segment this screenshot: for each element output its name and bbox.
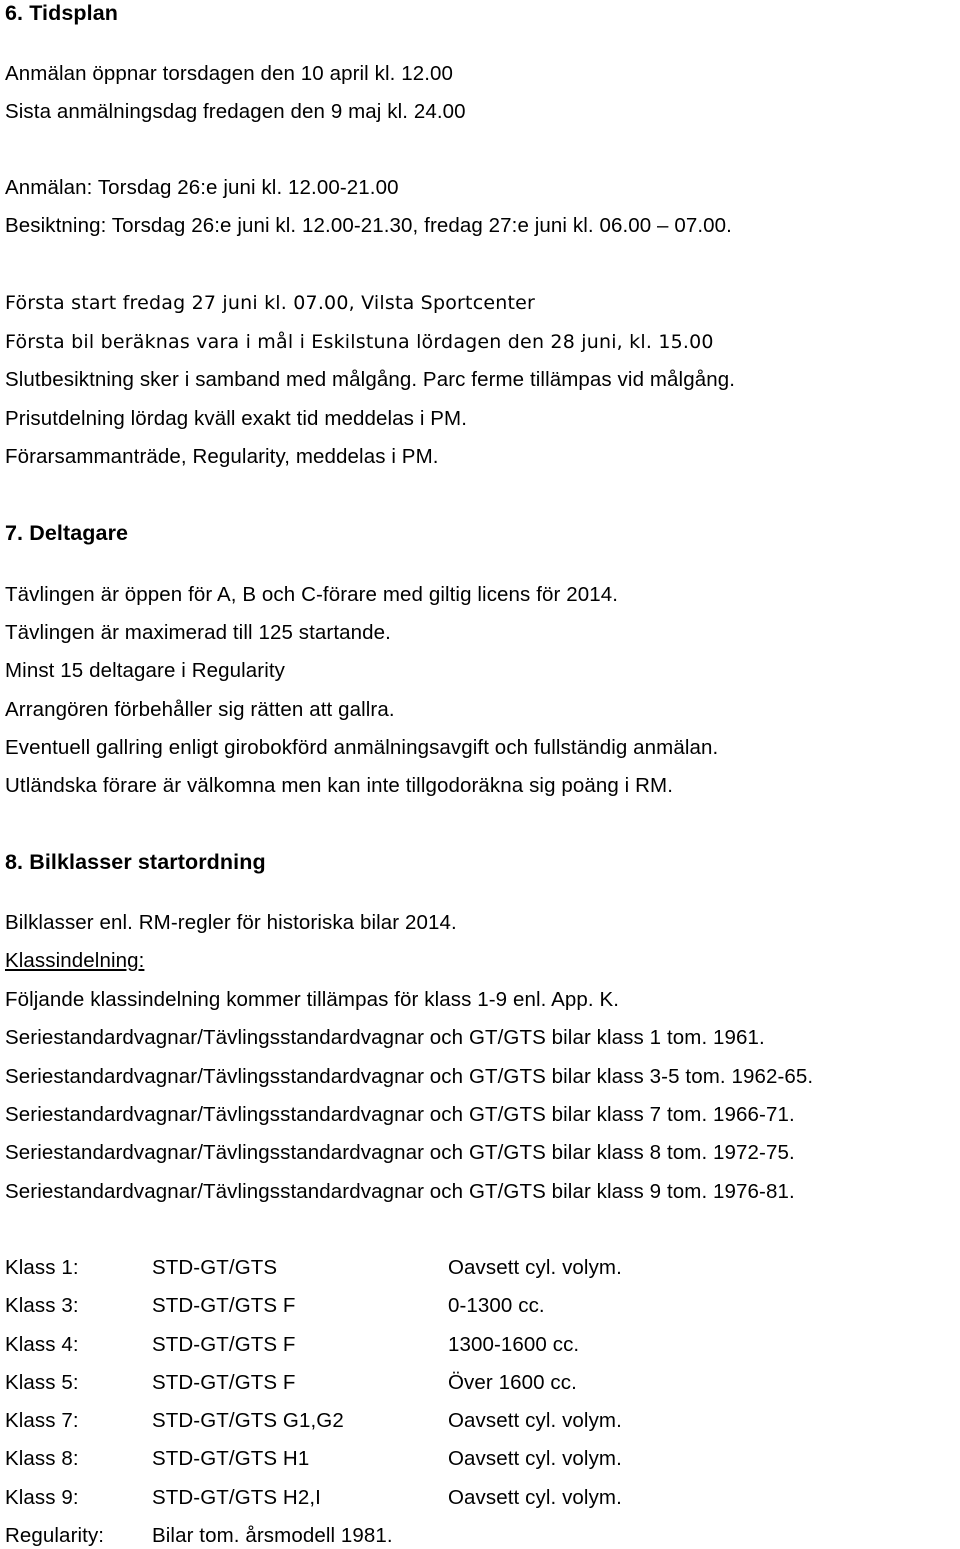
text-line: Första bil beräknas vara i mål i Eskilstuna lördagen den 28 juni, kl. 15.00 [5,331,714,353]
text-line: Sista anmälningsdag fredagen den 9 maj kl. 24.00 [5,100,466,123]
text-line: Arrangören förbehåller sig rätten att gallra. [5,698,395,721]
section-heading-deltagare: 7. Deltagare [5,521,129,545]
class-cell: Klass 8: [5,1447,79,1470]
class-cell: Klass 1: [5,1256,79,1279]
text-line: Tävlingen är maximerad till 125 startande. [5,621,391,644]
text-line: Följande klassindelning kommer tillämpas för klass 1-9 enl. App. K. [5,988,620,1011]
text-line: Seriestandardvagnar/Tävlingsstandardvagnar och GT/GTS bilar klass 3-5 tom. 1962-65. [5,1065,814,1088]
type-cell: STD-GT/GTS F [152,1294,296,1317]
text-line: Minst 15 deltagare i Regularity [5,659,285,682]
text-line: Första start fredag 27 juni kl. 07.00, Vilsta Sportcenter [5,292,536,314]
regularity-label: Regularity: [5,1524,105,1547]
class-cell: Klass 5: [5,1371,79,1394]
type-cell: STD-GT/GTS F [152,1371,296,1394]
type-cell: STD-GT/GTS H1 [152,1447,310,1470]
type-cell: STD-GT/GTS [152,1256,278,1279]
text-line: Anmälan öppnar torsdagen den 10 april kl. 12.00 [5,62,454,85]
text-line: Seriestandardvagnar/Tävlingsstandardvagnar och GT/GTS bilar klass 8 tom. 1972-75. [5,1141,795,1164]
text-line: Besiktning: Torsdag 26:e juni kl. 12.00-21.30, fredag 27:e juni kl. 06.00 – 07.00. [5,214,732,237]
type-cell: STD-GT/GTS F [152,1333,296,1356]
text-line: Eventuell gallring enligt girobokförd anmälningsavgift och fullständig anmälan. [5,736,719,759]
volume-cell: 0-1300 cc. [448,1294,545,1317]
section-heading-bilklasser: 8. Bilklasser startordning [5,850,266,874]
volume-cell: Oavsett cyl. volym. [448,1486,622,1509]
text-line: Förarsammanträde, Regularity, meddelas i PM. [5,445,439,468]
subheading-klassindelning: Klassindelning: [5,949,145,972]
text-line: Prisutdelning lördag kväll exakt tid meddelas i PM. [5,407,468,430]
section-heading-tidsplan: 6. Tidsplan [5,1,119,25]
regularity-value: Bilar tom. årsmodell 1981. [152,1524,393,1547]
type-cell: STD-GT/GTS H2,I [152,1486,321,1509]
class-cell: Klass 4: [5,1333,79,1356]
volume-cell: 1300-1600 cc. [448,1333,580,1356]
text-line: Seriestandardvagnar/Tävlingsstandardvagnar och GT/GTS bilar klass 1 tom. 1961. [5,1026,765,1049]
text-line: Seriestandardvagnar/Tävlingsstandardvagnar och GT/GTS bilar klass 9 tom. 1976-81. [5,1180,795,1203]
volume-cell: Över 1600 cc. [448,1371,577,1394]
text-line: Bilklasser enl. RM-regler för historiska bilar 2014. [5,911,457,934]
class-cell: Klass 7: [5,1409,79,1432]
text-line: Utländska förare är välkomna men kan inte tillgodoräkna sig poäng i RM. [5,774,673,797]
class-cell: Klass 9: [5,1486,79,1509]
volume-cell: Oavsett cyl. volym. [448,1256,622,1279]
text-line: Tävlingen är öppen för A, B och C-förare med giltig licens för 2014. [5,583,619,606]
type-cell: STD-GT/GTS G1,G2 [152,1409,344,1432]
volume-cell: Oavsett cyl. volym. [448,1447,622,1470]
text-line: Anmälan: Torsdag 26:e juni kl. 12.00-21.00 [5,176,399,199]
class-cell: Klass 3: [5,1294,79,1317]
text-line: Seriestandardvagnar/Tävlingsstandardvagnar och GT/GTS bilar klass 7 tom. 1966-71. [5,1103,795,1126]
volume-cell: Oavsett cyl. volym. [448,1409,622,1432]
text-line: Slutbesiktning sker i samband med målgång. Parc ferme tillämpas vid målgång. [5,368,735,391]
